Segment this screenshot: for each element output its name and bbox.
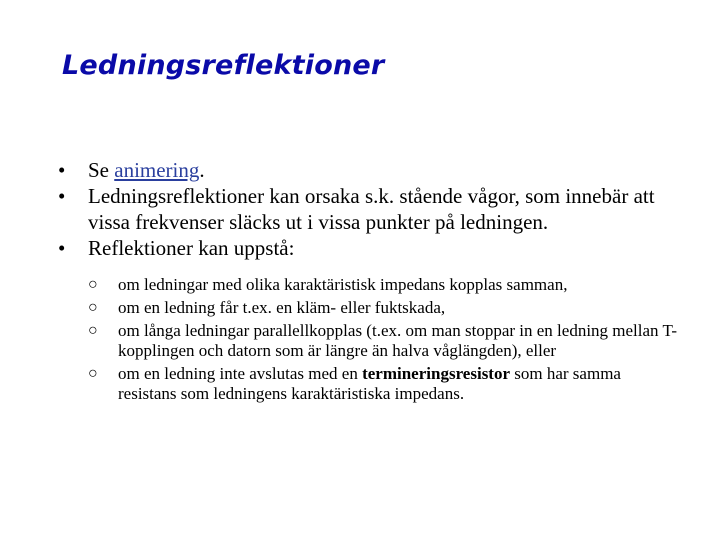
- sub-bullet-marker: ○: [88, 365, 98, 382]
- sub-bullet-marker: ○: [88, 276, 98, 293]
- bullet-marker: •: [58, 236, 66, 260]
- slide-title: Ledningsreflektioner: [62, 50, 385, 81]
- sub-bullet-item: [88, 275, 678, 295]
- sub-bullet-text: om en ledning får t.ex. en kläm- eller fuktskada,: [118, 298, 446, 317]
- termination-resistor-term: termineringsresistor: [362, 364, 511, 383]
- bullet-marker: •: [58, 158, 66, 182]
- bullet-list: [58, 157, 678, 407]
- bullet-marker: •: [58, 184, 66, 208]
- animation-link[interactable]: animering: [114, 158, 200, 182]
- bullet-item-standing-waves: [58, 183, 678, 235]
- sub-bullet-text: om långa ledningar parallellkopplas (t.ex. om man stoppar in en ledning mellan T-kopplingen och datorn som är längre än halva våglängden), eller: [118, 321, 677, 360]
- sub-bullet-item: [88, 298, 678, 318]
- sub-bullet-text: om ledningar med olika karaktäristisk impedans kopplas samman,: [118, 275, 568, 294]
- sub-bullet-item: [88, 364, 678, 404]
- sub-bullet-prefix: om en ledning inte avslutas med en: [118, 364, 363, 383]
- bullet-text: Reflektioner kan uppstå:: [88, 236, 295, 260]
- bullet-item-causes: [58, 235, 678, 404]
- sub-bullet-list: [88, 275, 678, 404]
- sub-bullet-suffix: som har samma resistans som ledningens karaktäristiska impedans.: [118, 364, 621, 403]
- sub-bullet-marker: ○: [88, 299, 98, 316]
- bullet-prefix: Se: [88, 158, 115, 182]
- bullet-suffix: .: [199, 158, 205, 182]
- sub-bullet-marker: ○: [88, 322, 98, 339]
- sub-bullet-item: [88, 321, 678, 361]
- bullet-item-animation: [58, 157, 678, 183]
- bullet-text: Ledningsreflektioner kan orsaka s.k. stående vågor, som innebär att vissa frekvenser släcks ut i vissa punkter på ledningen.: [88, 184, 655, 234]
